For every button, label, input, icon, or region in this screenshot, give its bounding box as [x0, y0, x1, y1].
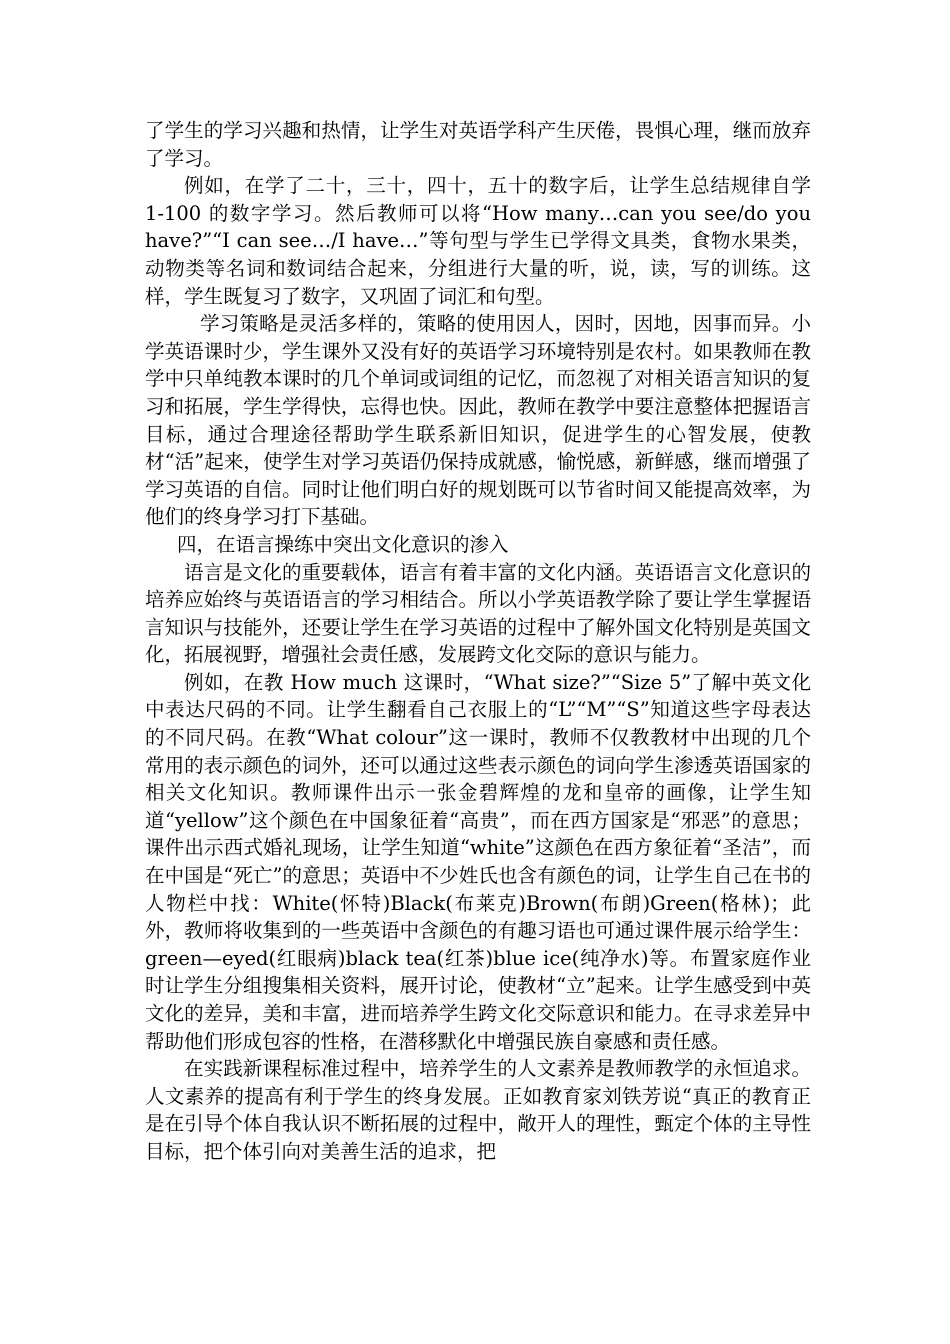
paragraph-learning-strategy: 学习策略是灵活多样的，策略的使用因人，因时，因地，因事而异。小学英语课时少，学生课外又没有好的英语学习环境特别是农村。如果教师在教学中只单纯教本课时的几个单词或词组的记忆，而忽视了对相关语言知识的复习和拓展，学生学得快，忘得也快。因此，教师在教学中要注意整体把握语言目标，通过合理途径帮助学生联系新旧知识，促进学生的心智发展，使教材“活”起来，使学生对学习英语仍保持成就感，愉悦感，新鲜感，继而增强了学习英语的自信。同时让他们明白好的规划既可以节省时间又能提高效率，为他们的终身学习打下基础。	[145, 312, 811, 529]
paragraph-continuation: 了学生的学习兴趣和热情，让学生对英语学科产生厌倦，畏惧心理，继而放弃了学习。	[145, 119, 811, 170]
paragraph-example-numbers: 例如，在学了二十，三十，四十，五十的数字后，让学生总结规律自学 1-100 的数字学习。然后教师可以将“How many…can you see/do you have?”“I can see…/I have…”等句型与学生已学得文具类，食物水果类，动物类等名词和数词结合起来，分组进行大量的听，说，读，写的训练。这样，学生既复习了数字，又巩固了词汇和句型。	[145, 174, 811, 308]
document-body	[145, 117, 811, 1166]
paragraph-humanistic-literacy: 在实践新课程标准过程中，培养学生的人文素养是教师教学的永恒追求。人文素养的提高有利于学生的终身发展。正如教育家刘铁芳说“真正的教育正是在引导个体自我认识不断拓展的过程中，敞开人的理性，甄定个体的主导性目标，把个体引向对美善生活的追求，把	[145, 1057, 811, 1163]
section-heading: 四，在语言操练中突出文化意识的渗入	[177, 532, 509, 556]
paragraph-culture-carrier: 语言是文化的重要载体，语言有着丰富的文化内涵。英语语言文化意识的培养应始终与英语语言的学习相结合。所以小学英语教学除了要让学生掌握语言知识与技能外，还要让学生在学习英语的过程中了解外国文化特别是英国文化，拓展视野，增强社会责任感，发展跨文化交际的意识与能力。	[145, 560, 811, 667]
paragraph-example-colours: 例如，在教 How much 这课时，“What size?”“Size 5”了解中英文化中表达尺码的不同。让学生翻看自己衣服上的“L”“M”“S”知道这些字母表达的不同尺码。在教“What colour”这一课时，教师不仅教教材中出现的几个常用的表示颜色的词外，还可以通过这些表示颜色的词向学生渗透英语国家的相关文化知识。教师课件出示一张金碧辉煌的龙和皇帝的画像，让学生知道“yellow”这个颜色在中国象征着“高贵”，而在西方国家是“邪恶”的意思；课件出示西式婚礼现场，让学生知道“white”这颜色在西方象征着“圣洁”，而在中国是“死亡”的意思；英语中不少姓氏也含有颜色的词，让学生自己在书的人物栏中找：White(怀特)Black(布莱克)Brown(布朗)Green(格林)；此外，教师将收集到的一些英语中含颜色的有趣习语也可通过课件展示给学生：green—eyed(红眼病)black tea(红茶)blue ice(纯净水)等。布置家庭作业时让学生分组搜集相关资料，展开讨论，使教材“立”起来。让学生感受到中英文化的差异，美和丰富，进而培养学生跨文化交际意识和能力。在寻求差异中帮助他们形成包容的性格，在潜移默化中增强民族自豪感和责任感。	[145, 670, 811, 1053]
